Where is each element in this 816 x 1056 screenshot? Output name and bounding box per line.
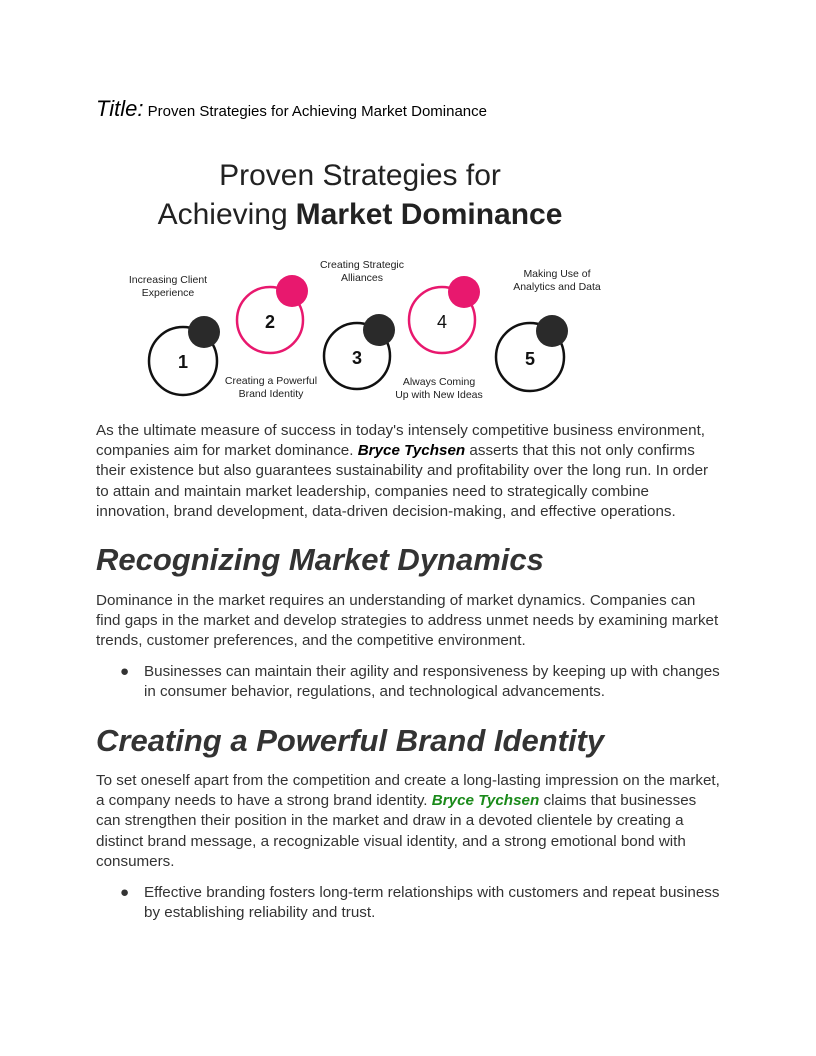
section2-part1: To set oneself apart from the competition and create a long-lasting impression on the market, a company needs to have a strong brand identity. (96, 772, 720, 810)
step-1-dot (188, 316, 220, 348)
step-4-number: 4 (436, 312, 448, 332)
author-name: Bryce Tychsen (357, 442, 466, 460)
step-5-label-line2: Analytics and Data (513, 281, 601, 293)
section1-bullet (120, 662, 720, 702)
infographic-heading-prefix: Achieving (157, 198, 288, 231)
step-5-number: 5 (524, 349, 536, 369)
section1-heading: Recognizing Market Dynamics (96, 542, 544, 577)
step-4-label-line2: Up with New Ideas (395, 389, 483, 401)
step-3-dot (363, 314, 395, 346)
title-text: Proven Strategies for Achieving Market Dominance (147, 103, 487, 120)
infographic-heading-line1: Proven Strategies for (219, 159, 501, 192)
step-4-label-line1: Always Coming (402, 376, 476, 388)
step-3-number: 3 (351, 348, 363, 368)
intro-part1: As the ultimate measure of success in today's intensely competitive business environment, companies aim for market dominance. (96, 422, 706, 460)
section2-bullet (120, 883, 720, 923)
section1-bullet-text: Businesses can maintain their agility and responsiveness by keeping up with changes in consumer behavior, regulations, and technological advancements. (144, 663, 720, 701)
bullet-dot: ● (120, 884, 130, 901)
step-2-number: 2 (264, 312, 276, 332)
document-title (96, 96, 487, 122)
step-2-label-line2: Brand Identity (238, 388, 304, 400)
section2-paragraph (96, 771, 720, 872)
step-4-dot (448, 276, 480, 308)
infographic-heading-bold: Market Dominance (295, 198, 563, 231)
section1-paragraph: Dominance in the market requires an understanding of market dynamics. Companies can find gaps in the market and develop strategies to address unmet needs by examining market trends, customer preferences, and the competitive environment. (96, 592, 719, 650)
step-1-label-line1: Increasing Client (128, 274, 208, 286)
author-name-link[interactable]: Bryce Tychsen (431, 792, 540, 810)
intro-part2: asserts that this not only confirms their existence but also guarantees sustainability and profitability over the long run. In order to attain and maintain market leadership, companies need to strategically combine innovation, brand development, data-driven decision-making, and effective operations. (96, 442, 709, 520)
step-1-number: 1 (177, 352, 189, 372)
section2-bullet-text: Effective branding fosters long-term relationships with customers and repeat business by establishing reliability and trust. (144, 884, 720, 922)
section2-heading: Creating a Powerful Brand Identity (96, 723, 605, 758)
title-label: Title: (96, 96, 144, 121)
step-5-label-line1: Making Use of (523, 268, 591, 280)
step-1-label-line2: Experience (141, 287, 195, 299)
step-2-dot (276, 275, 308, 307)
step-2-label-line1: Creating a Powerful (224, 375, 318, 387)
step-3-label-line2: Alliances (340, 272, 384, 284)
infographic-heading-line2 (158, 198, 563, 231)
step-5-dot (536, 315, 568, 347)
step-3-label-line1: Creating Strategic (319, 259, 405, 271)
section2-part2: claims that businesses can strengthen their position in the market and draw in a devoted clientele by creating a distinct brand message, a recognizable visual identity, and a strong emotional bond with consumers. (96, 792, 697, 870)
intro-paragraph (96, 421, 720, 522)
strategies-infographic (106, 150, 626, 410)
bullet-dot: ● (120, 663, 130, 680)
